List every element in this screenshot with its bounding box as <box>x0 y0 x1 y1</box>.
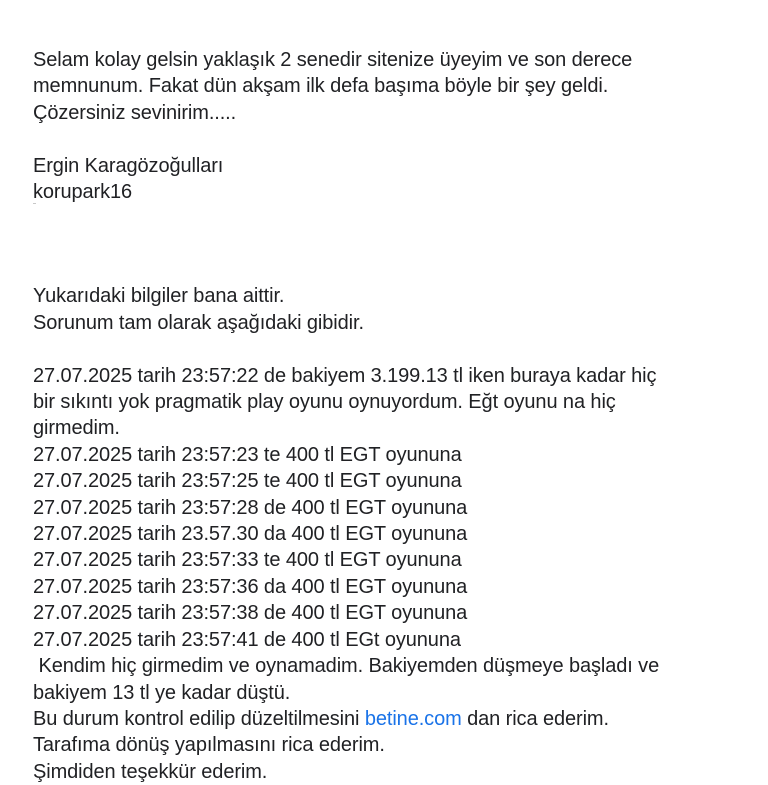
intro-line-2: Sorunum tam olarak aşağıdaki gibidir. <box>33 311 364 334</box>
transaction-line: 27.07.2025 tarih 23:57:23 te 400 tl EGT oyununa <box>33 443 462 466</box>
closing-line-4: Tarafıma dönüş yapılmasını rica ederim. <box>33 734 385 757</box>
transaction-line: 27.07.2025 tarih 23:57:41 de 400 tl EGt oyununa <box>33 628 461 651</box>
details-line-3: girmedim. <box>33 417 120 440</box>
closing-line-5: Şimdiden teşekkür ederim. <box>33 760 268 783</box>
details-line-1: 27.07.2025 tarih 23:57:22 de bakiyem 3.199.13 tl iken buraya kadar hiç <box>33 364 657 387</box>
closing-line-3 <box>33 706 753 732</box>
signature-name: Ergin Karagözoğulları <box>33 154 224 177</box>
transaction-line: 27.07.2025 tarih 23:57:33 te 400 tl EGT oyununa <box>33 549 462 572</box>
signature-username: korupark16 <box>33 181 133 204</box>
site-link[interactable]: betine.com <box>364 707 462 730</box>
transaction-line: 27.07.2025 tarih 23:57:36 da 400 tl EGT oyununa <box>33 575 468 598</box>
closing-line-3-before: Bu durum kontrol edilip düzeltilmesini <box>33 707 365 730</box>
intro-line-1: Yukarıdaki bilgiler bana aittir. <box>33 285 285 308</box>
transaction-line: 27.07.2025 tarih 23:57:25 te 400 tl EGT oyununa <box>33 470 462 493</box>
closing-line-2: bakiyem 13 tl ye kadar düştü. <box>33 681 291 704</box>
greeting-line-2: memnunum. Fakat dün akşam ilk defa başıma böyle bir şey geldi. <box>33 75 609 98</box>
transaction-line: 27.07.2025 tarih 23.57.30 da 400 tl EGT oyununa <box>33 523 468 546</box>
details-line-2: bir sıkıntı yok pragmatik play oyunu oynuyordum. Eğt oyunu na hiç <box>33 391 616 414</box>
spacer <box>33 336 753 362</box>
closing-line-3-after: dan rica ederim. <box>461 707 609 730</box>
spacer-large <box>33 204 753 283</box>
greeting-line-3: Çözersiniz sevinirim..... <box>33 101 237 124</box>
transaction-line: 27.07.2025 tarih 23:57:28 de 400 tl EGT oyununa <box>33 496 468 519</box>
spacer <box>33 126 753 152</box>
transaction-line: 27.07.2025 tarih 23:57:38 de 400 tl EGT oyununa <box>33 602 468 625</box>
message-body <box>33 47 753 785</box>
closing-line-1: Kendim hiç girmedim ve oynamadim. Bakiyemden düşmeye başladı ve <box>33 655 660 678</box>
greeting-line-1: Selam kolay gelsin yaklaşık 2 senedir sitenize üyeyim ve son derece <box>33 49 633 71</box>
